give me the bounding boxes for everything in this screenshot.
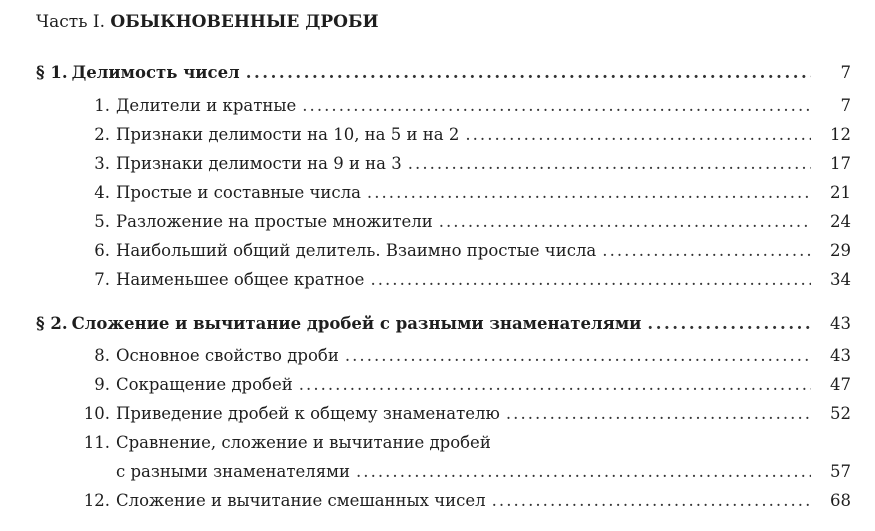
item-number: 9. [94,375,110,394]
toc-section-2[interactable] [36,313,851,335]
page-number: 7 [840,63,851,82]
part-heading [36,10,379,34]
toc-item-3[interactable] [80,153,851,175]
item-number: 5. [94,212,110,231]
dot-leader [246,62,811,84]
section-number: § 1. [36,63,68,82]
item-number: 11. [83,433,110,452]
item-title: Наименьшее общее кратное [116,270,365,289]
item-title: Основное свойство дроби [116,346,339,365]
toc-item-6[interactable] [80,240,851,262]
dot-leader [302,95,811,117]
item-title: Признаки делимости на 10, на 5 и на 2 [116,125,460,144]
toc-item-9[interactable] [80,374,851,396]
toc-section-1[interactable] [36,62,851,84]
dot-leader [356,461,811,483]
section-number: § 2. [36,314,68,333]
item-title: Сравнение, сложение и вычитание дробей [116,433,491,452]
item-number: 4. [94,183,110,202]
page-number: 68 [830,491,851,510]
page-number: 43 [830,346,851,365]
toc-item-10[interactable] [80,403,851,425]
item-number: 10. [83,404,110,423]
page-number: 17 [830,154,851,173]
section-title: Сложение и вычитание дробей с разными знаменателями [71,314,642,333]
dot-leader [647,313,811,335]
item-number: 12. [83,491,110,510]
part-title: ОБЫКНОВЕННЫЕ ДРОБИ [110,12,379,32]
toc-item-8[interactable] [80,345,851,367]
item-title: Делители и кратные [116,96,297,115]
dot-leader [602,240,811,262]
item-title: Приведение дробей к общему знаменателю [116,404,500,423]
item-title: Сложение и вычитание смешанных чисел [116,491,486,510]
item-title: Наибольший общий делитель. Взаимно простые числа [116,241,597,260]
toc-item-11-line-1[interactable] [80,432,851,454]
dot-leader [465,124,811,146]
page-number: 24 [830,212,851,231]
page-number: 12 [830,125,851,144]
dot-leader [439,211,811,233]
section-title: Делимость чисел [71,63,240,82]
dot-leader [299,374,811,396]
item-title: Простые и составные числа [116,183,361,202]
toc-item-7[interactable] [80,269,851,291]
toc-item-12[interactable] [80,490,851,512]
item-number: 8. [94,346,110,365]
page-number: 57 [830,462,851,481]
item-number: 6. [94,241,110,260]
page-number: 34 [830,270,851,289]
page-number: 29 [830,241,851,260]
dot-leader [345,345,811,367]
toc-item-2[interactable] [80,124,851,146]
item-title-continuation: с разными знаменателями [116,462,350,481]
toc-item-4[interactable] [80,182,851,204]
dot-leader [492,490,811,512]
item-number: 2. [94,125,110,144]
item-number: 1. [94,96,110,115]
page-number: 7 [840,96,851,115]
page-number: 52 [830,404,851,423]
item-title: Признаки делимости на 9 и на 3 [116,154,402,173]
toc-item-5[interactable] [80,211,851,233]
item-number: 7. [94,270,110,289]
page-number: 21 [830,183,851,202]
toc-item-1[interactable] [80,95,851,117]
page-number: 47 [830,375,851,394]
page-number: 43 [830,314,851,333]
dot-leader [370,269,811,291]
part-prefix: Часть I. [36,12,105,32]
dot-leader [506,403,811,425]
toc-item-11-line-2[interactable] [116,461,851,483]
dot-leader [408,153,811,175]
item-title: Сокращение дробей [116,375,293,394]
dot-leader [367,182,811,204]
item-number: 3. [94,154,110,173]
item-title: Разложение на простые множители [116,212,433,231]
